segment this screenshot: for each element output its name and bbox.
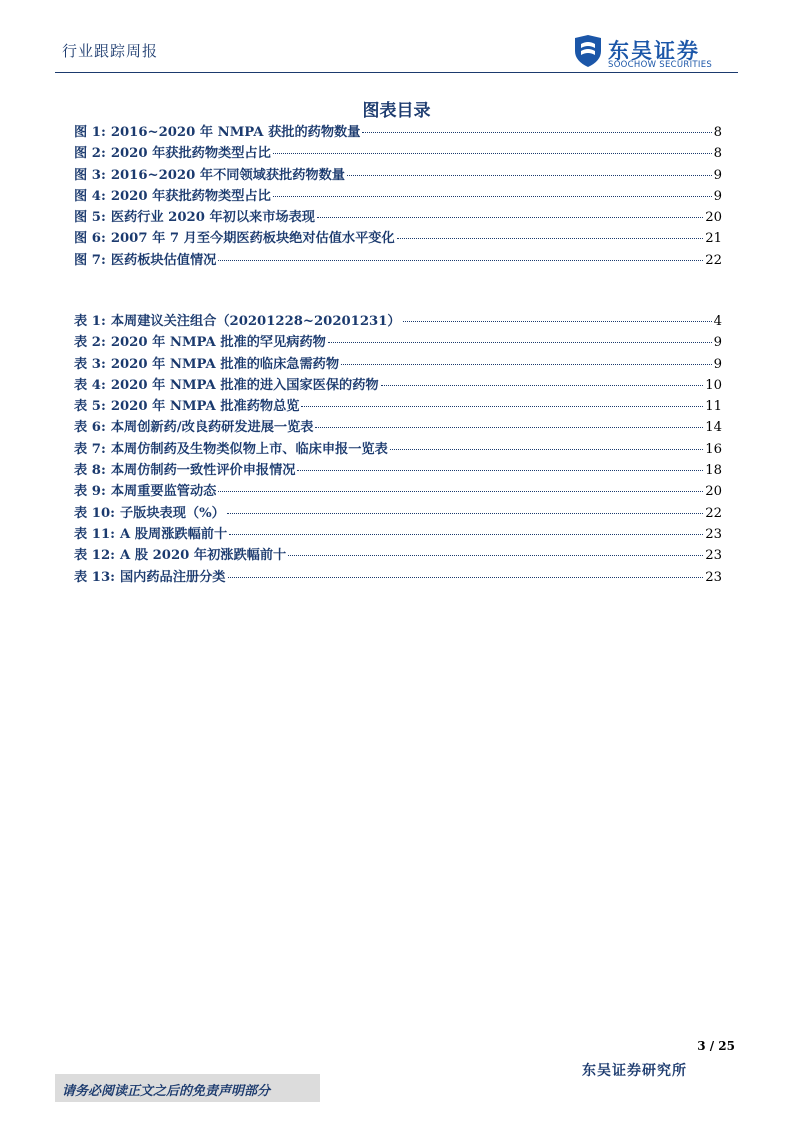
toc-entry-label: 表 7: <box>74 441 106 457</box>
toc-entry-page: 23 <box>705 526 722 542</box>
dot-leader <box>297 470 703 471</box>
logo-chinese-name: 东吴证券 <box>608 39 700 63</box>
toc-entry-title: 本周创新药/改良药研发进展一览表 <box>110 420 314 436</box>
toc-entry-page: 20 <box>705 484 722 500</box>
toc-entry-page: 11 <box>705 399 722 415</box>
toc-entry-title: 本周仿制药及生物类似物上市、临床申报一览表 <box>110 441 388 457</box>
toc-entry-page: 9 <box>713 167 722 183</box>
dot-leader <box>390 449 703 450</box>
disclaimer-text: 请务必阅读正文之后的免责声明部分 <box>62 1084 271 1099</box>
dot-leader <box>328 342 712 343</box>
toc-entry-title: 本周建议关注组合（20201228~20201231） <box>110 314 401 329</box>
dot-leader <box>228 577 704 578</box>
toc-entry-title: 国内药品注册分类 <box>120 569 226 585</box>
toc-entry-label: 图 7: <box>74 252 106 268</box>
toc-entry-title: 子版块表现（%） <box>120 505 225 521</box>
toc-table-entry[interactable] <box>74 502 722 523</box>
dot-leader <box>273 196 712 197</box>
toc-entry-page: 9 <box>713 335 722 351</box>
toc-entry-page: 18 <box>705 463 722 479</box>
report-type-label: 行业跟踪周报 <box>62 42 159 60</box>
company-logo <box>572 34 738 70</box>
toc-entry-title: 本周仿制药一致性评价申报情况 <box>110 463 296 479</box>
toc-entry-label: 表 3: <box>74 356 106 372</box>
dot-leader <box>218 491 703 492</box>
dot-leader <box>347 175 712 176</box>
toc-title: 图表目录 <box>362 101 431 121</box>
institute-name: 东吴证券研究所 <box>582 1063 687 1079</box>
toc-entry-title: 2020 年 NMPA 批准的临床急需药物 <box>110 356 340 372</box>
toc-figure-entry[interactable] <box>74 206 722 227</box>
toc-entry-label: 图 6: <box>74 231 106 247</box>
toc-table-entry[interactable] <box>74 416 722 437</box>
toc-entry-title: 2020 年 NMPA 批准的罕见病药物 <box>110 335 326 351</box>
toc-entry-title: 医药行业 2020 年初以来市场表现 <box>110 210 315 226</box>
toc-entry-page: 20 <box>705 210 722 226</box>
toc-entry-page: 21 <box>705 231 722 247</box>
dot-leader <box>317 217 703 218</box>
dot-leader <box>229 534 703 535</box>
toc-table-entry[interactable] <box>74 544 722 565</box>
toc-figure-entry[interactable] <box>74 142 722 163</box>
toc-entry-title: 2016~2020 年不同领域获批药物数量 <box>110 167 345 183</box>
toc-entry-label: 表 10: <box>74 505 115 521</box>
toc-entry-title: A 股 2020 年初涨跌幅前十 <box>120 548 287 564</box>
toc-table-entry[interactable] <box>74 310 722 331</box>
dot-leader <box>273 153 712 154</box>
dot-leader <box>301 406 703 407</box>
toc-table-entry[interactable] <box>74 395 722 416</box>
toc-entry-title: 本周重要监管动态 <box>110 484 217 500</box>
dot-leader <box>227 513 703 514</box>
toc-entry-title: 2020 年 NMPA 批准的进入国家医保的药物 <box>110 377 379 393</box>
toc-figure-entry[interactable] <box>74 164 722 185</box>
toc-figure-entry[interactable] <box>74 227 722 248</box>
toc-entry-label: 图 3: <box>74 167 106 183</box>
page-number: 3 / 25 <box>697 1039 735 1053</box>
toc-figure-entry[interactable] <box>74 249 722 270</box>
dot-leader <box>341 364 712 365</box>
toc-entry-title: A 股周涨跌幅前十 <box>120 526 228 542</box>
toc-entry-label: 表 5: <box>74 399 106 415</box>
toc-figure-entry[interactable] <box>74 121 722 142</box>
toc-entry-title: 2020 年获批药物类型占比 <box>110 188 271 204</box>
dot-leader <box>381 385 704 386</box>
toc-entry-title: 医药板块估值情况 <box>110 252 217 268</box>
toc-entry-page: 22 <box>705 505 722 521</box>
toc-entry-label: 图 4: <box>74 188 106 204</box>
logo-english-name: SOOCHOW SECURITIES <box>608 60 713 70</box>
toc-figure-entry[interactable] <box>74 185 722 206</box>
toc-table-entry[interactable] <box>74 566 722 587</box>
toc-entry-label: 图 5: <box>74 210 106 226</box>
toc-entry-title: 2016~2020 年 NMPA 获批的药物数量 <box>110 125 361 140</box>
toc-entry-label: 表 9: <box>74 484 106 500</box>
toc-entry-label: 表 11: <box>74 526 115 542</box>
toc-entry-label: 图 2: <box>74 146 106 162</box>
figure-list <box>74 121 722 270</box>
toc-entry-label: 图 1: <box>74 125 106 140</box>
toc-entry-page: 9 <box>713 356 722 372</box>
toc-table-entry[interactable] <box>74 480 722 501</box>
header-divider <box>55 72 738 73</box>
toc-entry-title: 2020 年 NMPA 批准药物总览 <box>110 399 300 415</box>
toc-table-entry[interactable] <box>74 331 722 352</box>
toc-entry-label: 表 4: <box>74 377 106 393</box>
toc-entry-label: 表 13: <box>74 569 115 585</box>
dot-leader <box>397 238 704 239</box>
dot-leader <box>403 321 712 322</box>
toc-entry-page: 22 <box>705 252 722 268</box>
dot-leader <box>315 427 703 428</box>
toc-table-entry[interactable] <box>74 523 722 544</box>
toc-entry-page: 4 <box>713 314 722 329</box>
toc-entry-page: 14 <box>705 420 722 436</box>
table-list <box>74 310 722 587</box>
toc-entry-label: 表 12: <box>74 548 115 564</box>
toc-entry-label: 表 2: <box>74 335 106 351</box>
toc-entry-page: 8 <box>713 125 722 140</box>
toc-entry-page: 23 <box>705 569 722 585</box>
dot-leader <box>288 555 703 556</box>
toc-entry-label: 表 6: <box>74 420 106 436</box>
toc-entry-title: 2007 年 7 月至今期医药板块绝对估值水平变化 <box>110 231 395 247</box>
toc-entry-page: 8 <box>713 146 722 162</box>
soochow-logo-icon <box>572 34 604 68</box>
dot-leader <box>362 132 711 133</box>
toc-table-entry[interactable] <box>74 374 722 395</box>
toc-table-entry[interactable] <box>74 438 722 459</box>
toc-entry-page: 23 <box>705 548 722 564</box>
toc-entry-label: 表 1: <box>74 314 106 329</box>
toc-entry-page: 16 <box>705 441 722 457</box>
toc-table-entry[interactable] <box>74 353 722 374</box>
toc-entry-page: 10 <box>705 377 722 393</box>
toc-table-entry[interactable] <box>74 459 722 480</box>
toc-entry-label: 表 8: <box>74 463 106 479</box>
dot-leader <box>218 260 703 261</box>
toc-entry-page: 9 <box>713 188 722 204</box>
toc-entry-title: 2020 年获批药物类型占比 <box>110 146 271 162</box>
